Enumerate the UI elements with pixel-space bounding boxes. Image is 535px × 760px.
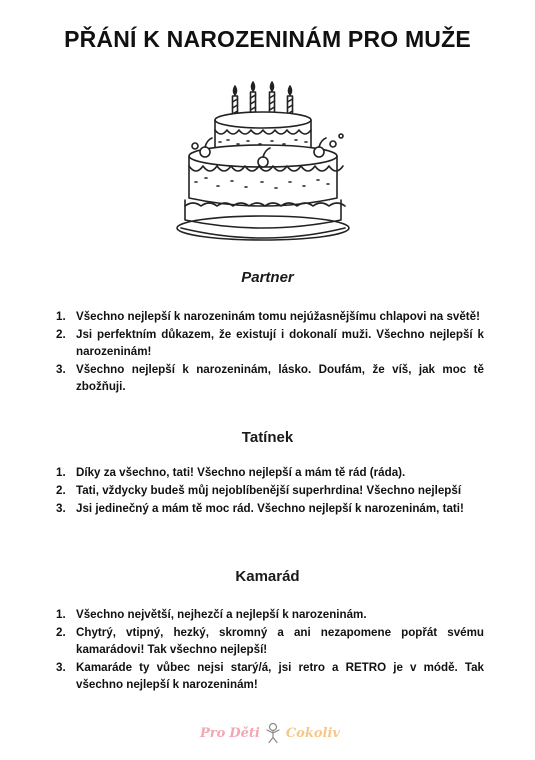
birthday-cake-icon (175, 78, 355, 246)
list-item: 2. Jsi perfektním důkazem, že existují i dokonalí muži. Všechno nejlepší k narozeninám! (56, 328, 484, 358)
list-item: 1. Díky za všechno, tati! Všechno nejlepší a mám tě rád (ráda). (56, 466, 406, 479)
wish-list-kamarad (56, 606, 484, 694)
logo-word-deti: Děti (229, 725, 260, 741)
list-item: 2. Tati, vždycky budeš můj nejoblíbenější superhrdina! Všechno nejlepší (56, 484, 462, 497)
list-item: 3. Jsi jedinečný a mám tě moc rád. Všechno nejlepší k narozeninám, tati! (56, 502, 464, 515)
wish-list-tatinek (56, 464, 484, 518)
section-heading-partner: Partner (241, 269, 294, 286)
list-item: 2. Chytrý, vtipný, hezký, skromný a ani nezapomene popřát svému kamarádovi! Tak všechno nejlepší! (56, 626, 484, 656)
logo-word-cokoliv: Cokoliv (285, 725, 340, 741)
section-heading-kamarad: Kamarád (235, 568, 300, 585)
child-figure-icon (264, 722, 282, 744)
wish-list-partner (56, 308, 484, 396)
footer-logo (195, 720, 345, 746)
list-item: 1. Všechno největší, nejhezčí a nejlepší k narozeninám. (56, 608, 367, 621)
list-item: 3. Kamaráde ty vůbec nejsi starý/á, jsi retro a RETRO je v módě. Tak všechno nejlepší k narozeninám! (56, 661, 484, 691)
list-item: 3. Všechno nejlepší k narozeninám, lásko. Doufám, že víš, jak moc tě zbožňuji. (56, 363, 484, 393)
logo-word-pro: Pro (200, 725, 226, 741)
section-heading-tatinek: Tatínek (241, 429, 294, 446)
page-title: PŘÁNÍ K NAROZENINÁM PRO MUŽE (64, 26, 471, 52)
list-item: 1. Všechno nejlepší k narozeninám tomu nejúžasnějšímu chlapovi na světě! (56, 310, 480, 323)
